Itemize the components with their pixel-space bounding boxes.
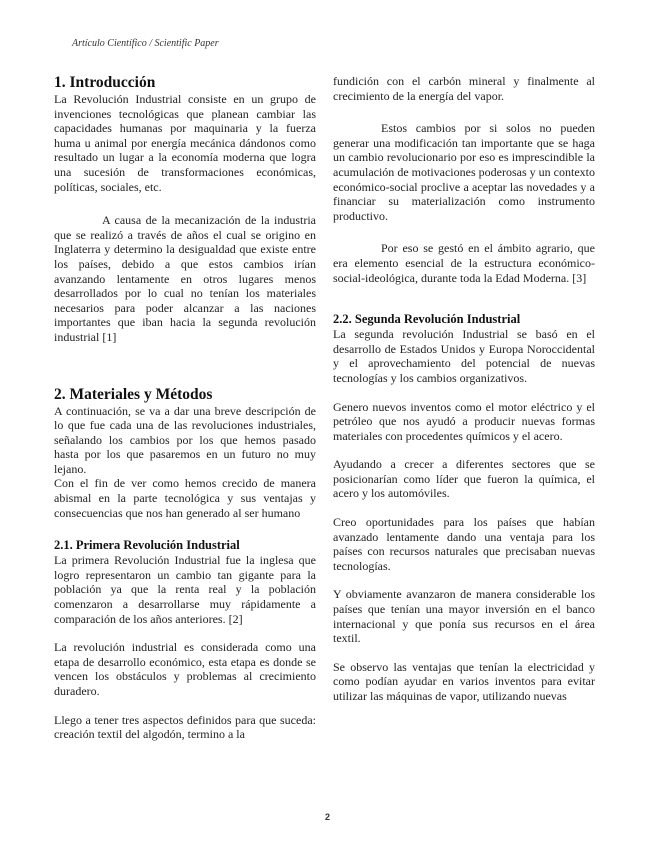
subsection-heading-first-revolution: 2.1. Primera Revolución Industrial — [54, 538, 240, 553]
paragraph: A continuación, se va a dar una breve descripción de lo que fue cada una de las revoluciones industriales, señalando los cambios por los que hemos pasado hasta por los que pasaremos en un futuro no muy lejano. — [54, 403, 316, 476]
right-column — [333, 74, 595, 704]
paragraph: Genero nuevos inventos como el motor eléctrico y el petróleo que nos ayudó a producir nuevas formas materiales con procedentes químicos y el acero. — [333, 399, 595, 443]
paragraph: A causa de la mecanización de la industria que se realizó a través de años el cual se origino en Inglaterra y determino la desigualdad que existe entre los países, debido a que estos cambios irían avanzando lentamente en otros lugares menos desarrollados por lo cual no tenían los materiales necesarios para poder alcanzar a las naciones importantes que iban hacia la segunda revolución industrial [1] — [54, 213, 316, 344]
paragraph: La segunda revolución Industrial se basó en el desarrollo de Estados Unidos y Europa Noroccidental y el aprovechamiento del potencial de nuevas tecnologías y los cambios organizativos. — [333, 327, 595, 385]
left-column — [54, 74, 316, 742]
paragraph: Se observo las ventajas que tenían la electricidad y como podían ayudar en varios inventos para evitar utilizar las máquinas de vapor, utilizando nuevas — [333, 659, 595, 703]
paragraph: Por eso se gestó en el ámbito agrario, que era elemento esencial de la estructura económico-social-ideológica, durante toda la Edad Moderna. [3] — [333, 241, 595, 285]
paragraph: La primera Revolución Industrial fue la inglesa que logro representaron un cambio tan gigante para la población ya que la renta real y la población comenzaron a desarrollarse muy rápidamente a comparación de los años anteriores. [2] — [54, 553, 316, 626]
paragraph: Estos cambios por si solos no pueden generar una modificación tan importante que se haga un cambio revolucionario por eso es imprescindible la acumulación de motivaciones poderosas y un contexto económico-social proclive a aceptar las novedades y a financiar su materialización como instrumento productivo. — [333, 121, 595, 223]
paragraph: Llego a tener tres aspectos definidos para que suceda: creación textil del algodón, termino a la — [54, 712, 316, 742]
page-number: 2 — [324, 812, 330, 822]
section-heading-methods: 2. Materiales y Métodos — [54, 385, 213, 403]
paragraph: fundición con el carbón mineral y finalmente al crecimiento de la energía del vapor. — [333, 74, 595, 103]
section-heading-introduction: 1. Introducción — [54, 74, 156, 91]
paragraph: La revolución industrial es considerada como una etapa de desarrollo económico, esta etapa es donde se vencen los obstáculos y problemas al crecimiento duradero. — [54, 640, 316, 698]
subsection-heading-second-revolution: 2.2. Segunda Revolución Industrial — [333, 312, 521, 327]
paragraph: Y obviamente avanzaron de manera considerable los países que tenían una mayor inversión en el banco internacional y que ponía sus recursos en el área textil. — [333, 587, 595, 646]
paragraph: Creo oportunidades para los países que habían avanzado lentamente dando una ventaja para los países con recursos naturales que precisaban nuevas tecnologías. — [333, 515, 595, 573]
running-header: Artículo Científico / Scientific Paper — [72, 38, 219, 49]
paragraph: Con el fin de ver como hemos crecido de manera abismal en la parte tecnológica y sus ventajas y consecuencias que nos han generado al ser humano — [54, 476, 316, 520]
paragraph: Ayudando a crecer a diferentes sectores que se posicionarían como líder que fueron la química, el acero y los automóviles. — [333, 457, 595, 501]
paragraph: La Revolución Industrial consiste en un grupo de invenciones tecnológicas que planean cambiar las capacidades humanas por maquinaria y la fuerza huma u animal por energía mecánica dándonos como resultado un lugar a la economía moderna que logra una sucesión de transformaciones económicas, políticas, sociales, etc. — [54, 92, 316, 194]
